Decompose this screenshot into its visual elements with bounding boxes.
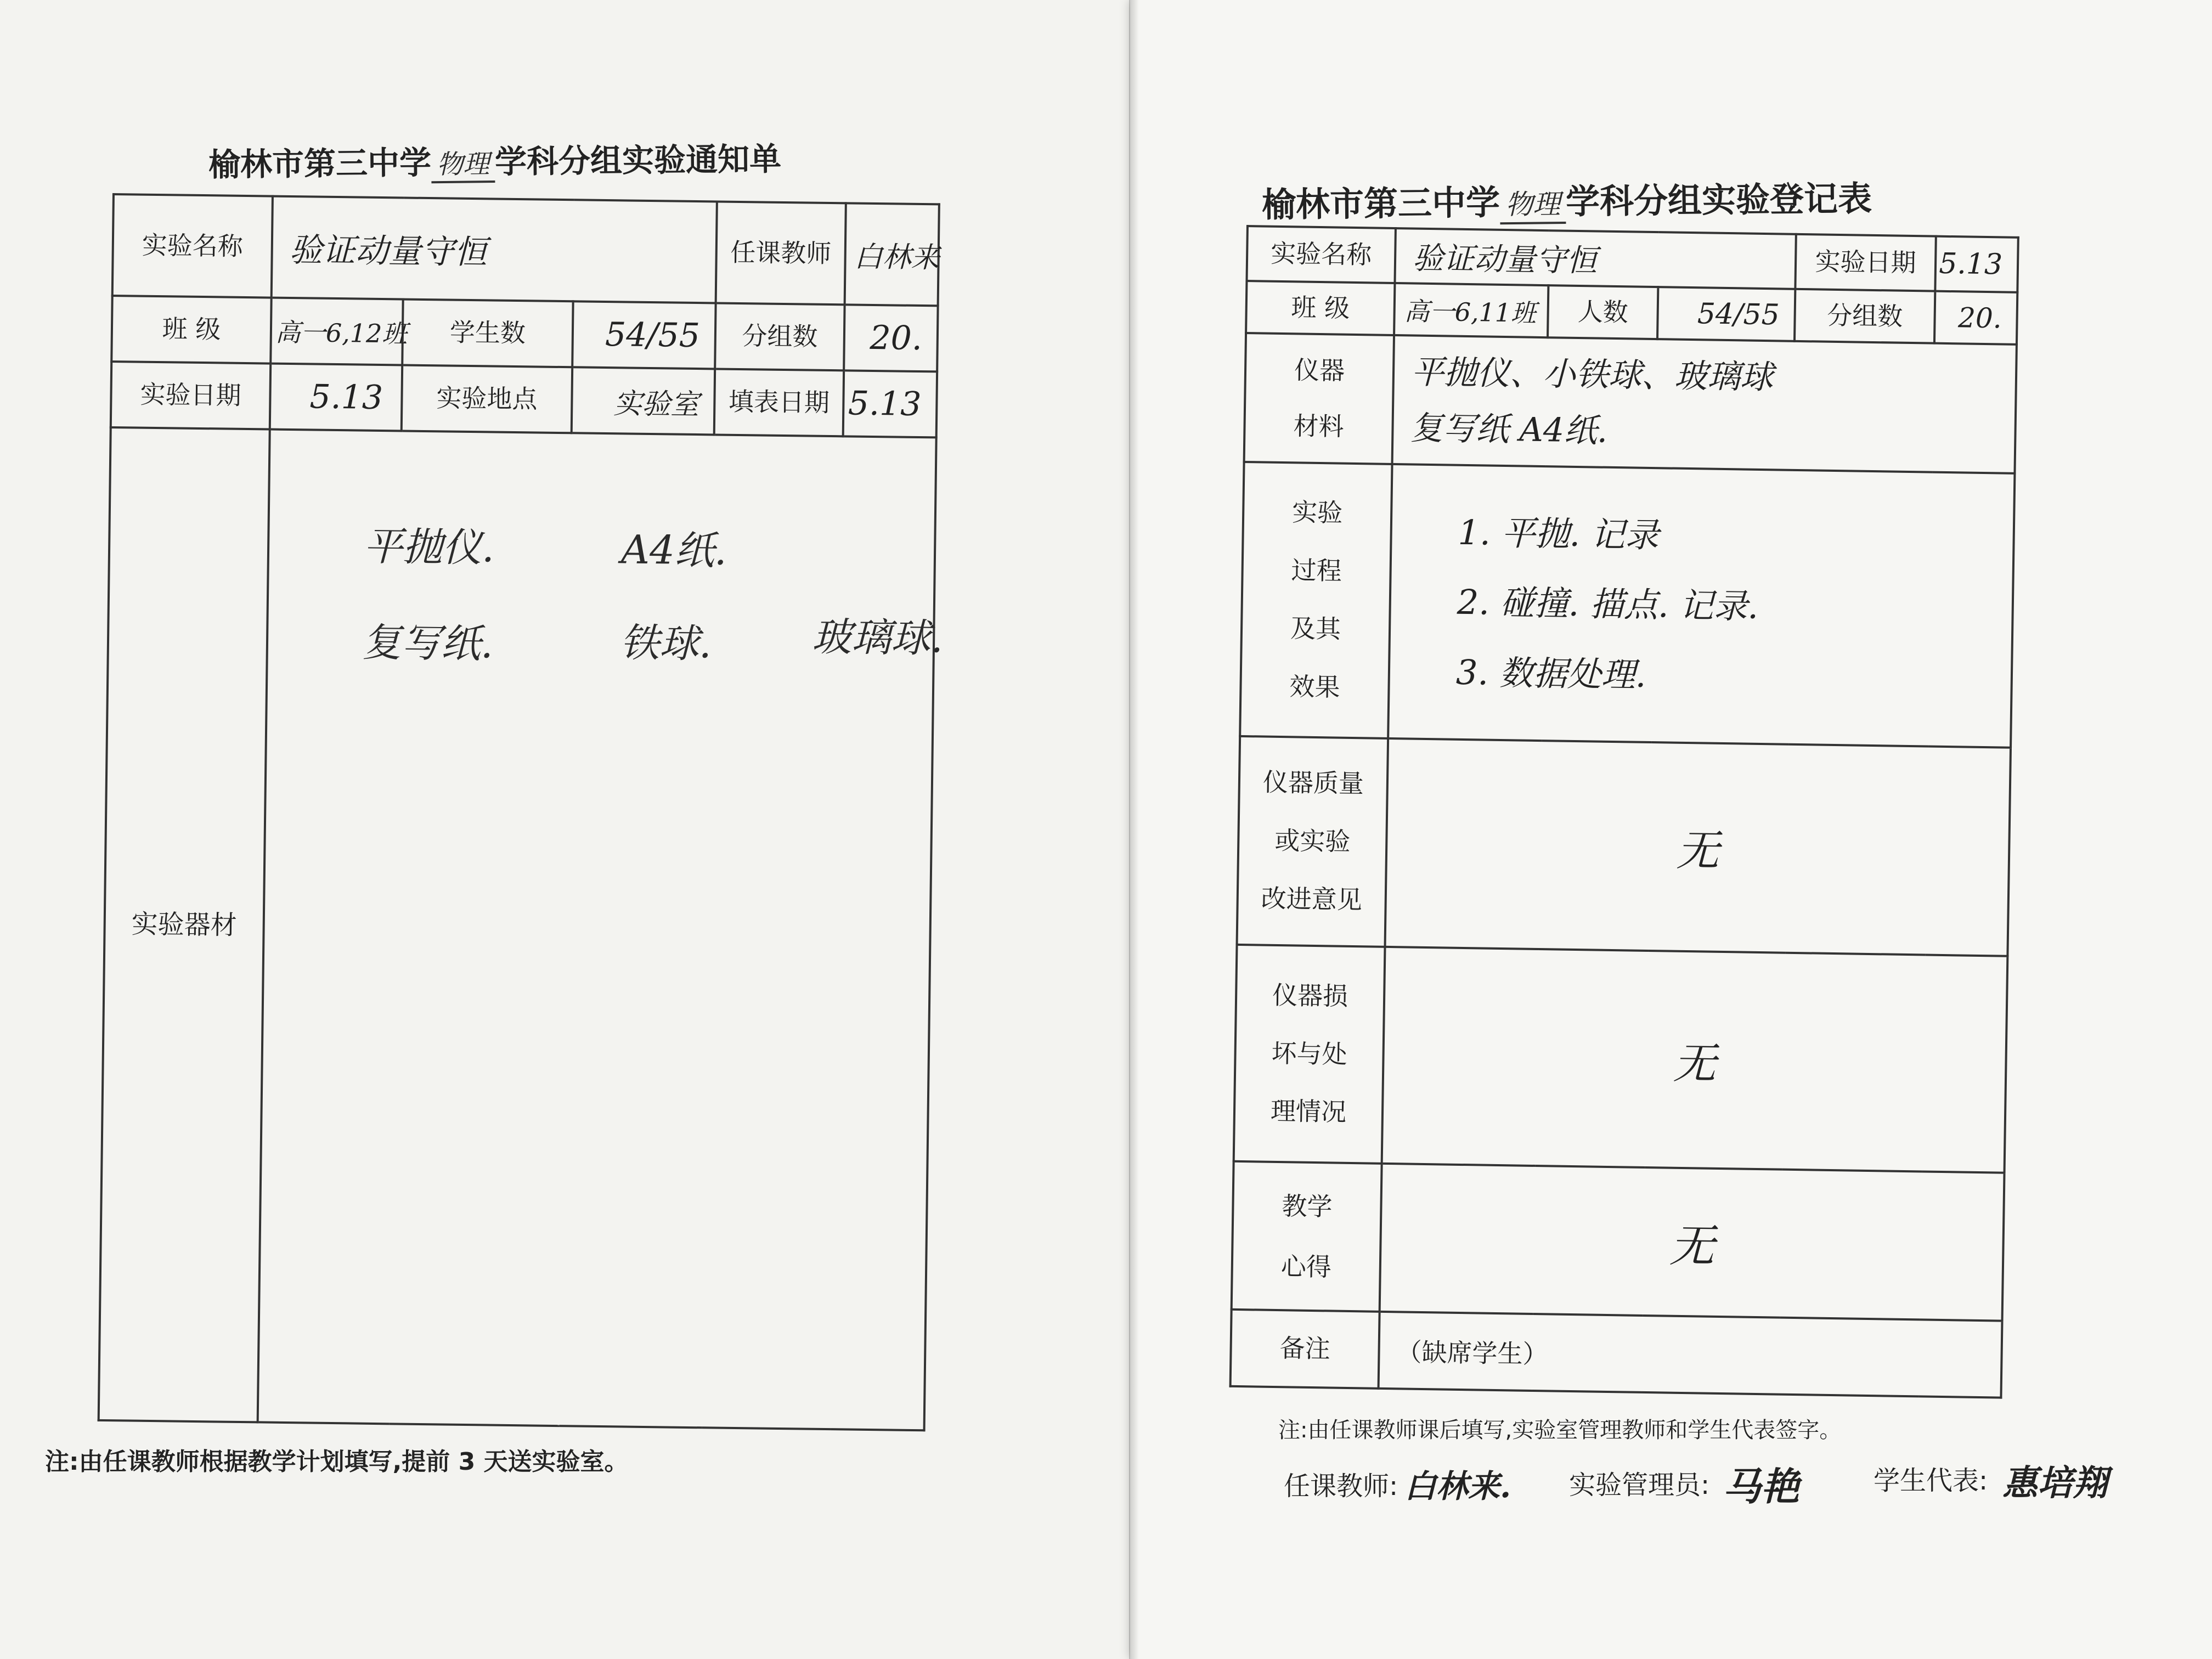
record-label-damage	[1234, 945, 1385, 1164]
notice-label-class: 班 级	[111, 296, 271, 364]
record-footnote: 注:由任课教师课后填写,实验室管理教师和学生代表签字。	[1278, 1418, 1842, 1443]
record-instruments-line: 平抛仪、小铁球、玻璃球	[1410, 352, 1774, 397]
admin-sign-label: 实验管理员:	[1569, 1470, 1710, 1500]
record-insight: 无	[1380, 1164, 2005, 1321]
notice-label-students: 学生数	[402, 299, 573, 367]
notice-label-teacher: 任课教师	[716, 201, 846, 304]
notice-title-suffix: 学科分组实验通知单	[494, 140, 782, 180]
notice-equipment-item: A4纸.	[620, 526, 727, 574]
notice-date: 5.13	[270, 364, 402, 431]
record-experiment-name: 验证动量守恒	[1395, 228, 1796, 289]
notice-label-experiment-name: 实验名称	[112, 194, 273, 298]
record-process-step: 1. 平抛. 记录	[1458, 512, 1660, 556]
record-title-subject: 物理	[1500, 182, 1566, 224]
record-table	[1229, 225, 2019, 1399]
notice-equipment-item: 铁球.	[619, 619, 712, 667]
record-label-process-3: 及其	[1290, 613, 1341, 644]
record-label-quality	[1237, 736, 1389, 947]
record-label-date: 实验日期	[1795, 234, 1936, 291]
record-label-quality-3: 改进意见	[1261, 883, 1363, 915]
record-title	[1262, 171, 1872, 227]
record-signatures	[1284, 1454, 2140, 1520]
record-label-instruments-2: 材料	[1293, 410, 1344, 442]
notice-table	[98, 193, 944, 1431]
record-label-process-4: 效果	[1289, 672, 1340, 702]
record-label-quality-1: 仪器质量	[1262, 767, 1364, 799]
student-signature: 惠培翔	[2002, 1463, 2108, 1504]
record-quality: 无	[1385, 738, 2011, 956]
record-label-insight	[1232, 1161, 1382, 1312]
record-people: 54/55	[1657, 287, 1795, 341]
record-date: 5.13	[1935, 236, 2018, 292]
record-absent-label: （缺席学生）	[1379, 1312, 2002, 1398]
record-title-prefix: 榆林市第三中学	[1261, 182, 1500, 225]
notice-footnote: 注:由任课教师根据教学计划填写,提前 3 天送实验室。	[45, 1448, 629, 1476]
record-label-damage-2: 坏与处	[1271, 1038, 1347, 1069]
notice-equipment-item: 平抛仪.	[363, 523, 495, 571]
record-label-damage-1: 仪器损	[1272, 980, 1348, 1011]
notice-label-date: 实验日期	[111, 362, 270, 430]
record-label-class: 班 级	[1246, 281, 1395, 335]
record-label-insight-2: 心得	[1280, 1251, 1332, 1282]
record-label-groups: 分组数	[1795, 289, 1935, 343]
notice-label-location: 实验地点	[402, 365, 572, 433]
record-label-instruments	[1244, 333, 1394, 464]
record-label-instruments-1: 仪器	[1294, 355, 1345, 386]
notice-fill-date: 5.13	[843, 370, 937, 437]
sheet-gap-shadow	[1129, 0, 1139, 1659]
notice-teacher: 白林来	[845, 203, 939, 306]
notice-label-equipment: 实验器材	[99, 427, 270, 1422]
notice-label-fill-date: 填表日期	[714, 369, 844, 436]
record-groups: 20.	[1934, 291, 2017, 345]
record-process-step: 3. 数据处理.	[1455, 652, 1647, 695]
record-title-suffix: 学科分组实验登记表	[1565, 178, 1872, 222]
admin-signature: 马艳	[1723, 1464, 1799, 1509]
notice-title-prefix: 榆林市第三中学	[208, 144, 432, 184]
notice-equipment-item: 玻璃球.	[811, 613, 944, 662]
notice-experiment-name: 验证动量守恒	[272, 196, 717, 303]
notice-equipment-item: 复写纸.	[362, 619, 494, 667]
notice-title-subject: 物理	[431, 143, 495, 183]
record-label-process-2: 过程	[1291, 555, 1342, 586]
record-class: 高一6,11班	[1394, 283, 1548, 337]
notice-class: 高一6,12班	[270, 298, 403, 365]
notice-students: 54/55	[572, 301, 715, 369]
teacher-sign-label: 任课教师:	[1284, 1471, 1398, 1502]
record-instruments-cell	[1392, 335, 2017, 473]
record-process-cell	[1388, 464, 2015, 748]
record-damage: 无	[1382, 947, 2008, 1173]
student-sign-label: 学生代表:	[1874, 1465, 1988, 1496]
notice-equipment-cell	[258, 430, 944, 1431]
notice-title	[208, 133, 782, 186]
record-label-damage-3: 理情况	[1270, 1096, 1347, 1127]
record-label-process-1: 实验	[1291, 497, 1343, 528]
record-instruments-line: 复写纸 A4纸.	[1410, 408, 1608, 450]
notice-label-groups: 分组数	[715, 303, 844, 370]
record-label-insight-1: 教学	[1282, 1190, 1333, 1222]
record-process-step: 2. 碰撞. 描点. 记录.	[1457, 582, 1759, 627]
record-label-remarks: 备注	[1231, 1310, 1380, 1389]
record-label-quality-2: 或实验	[1274, 825, 1351, 857]
record-label-process	[1240, 462, 1392, 738]
record-label-experiment-name: 实验名称	[1246, 226, 1395, 283]
teacher-signature: 白林来.	[1404, 1468, 1511, 1505]
notice-location: 实验室	[572, 367, 715, 435]
notice-groups: 20.	[844, 304, 938, 371]
record-label-people: 人数	[1548, 285, 1658, 339]
